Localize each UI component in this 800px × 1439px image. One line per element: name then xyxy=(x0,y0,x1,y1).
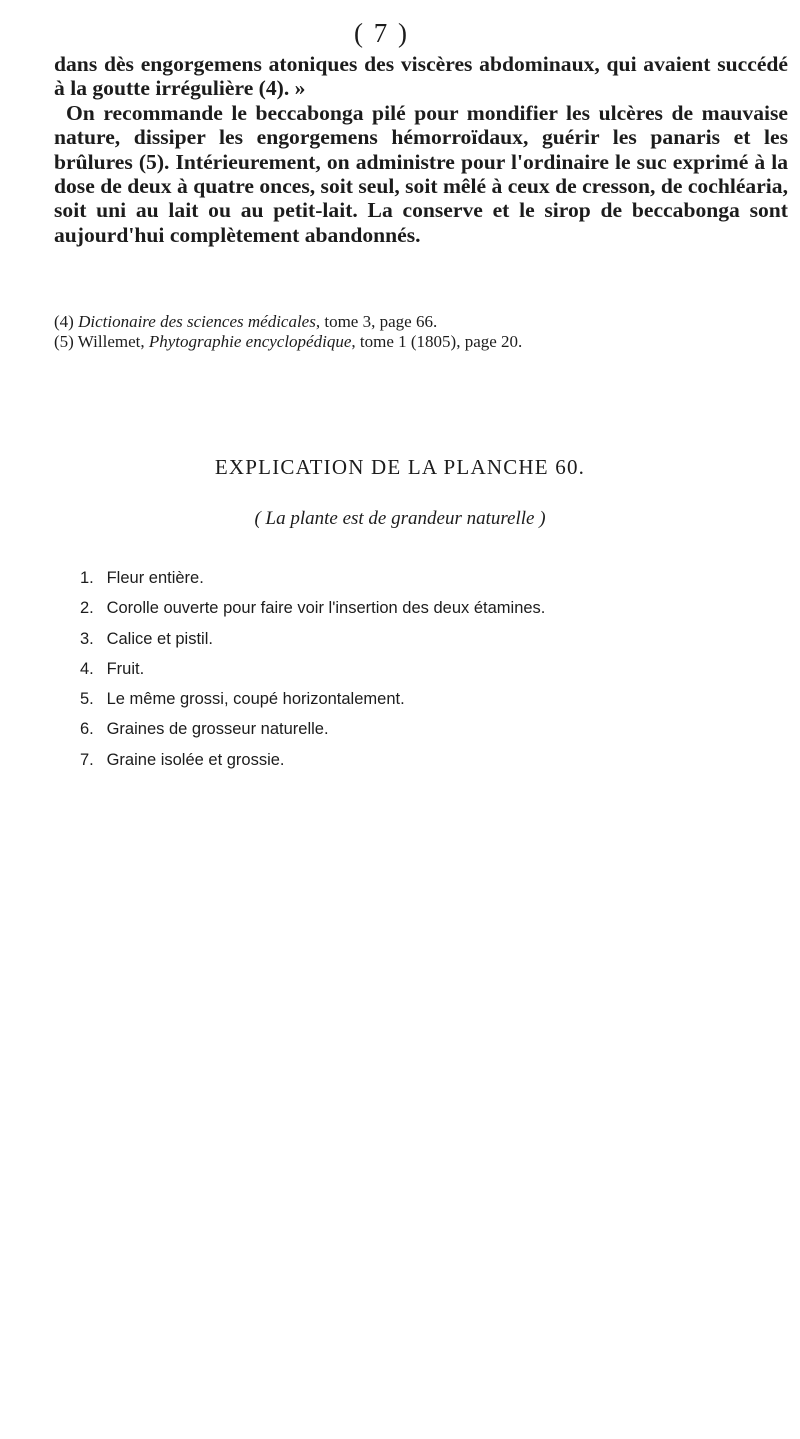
legend-item xyxy=(80,563,760,593)
legend-item xyxy=(80,593,760,623)
legend-item xyxy=(80,654,760,684)
legend-number: 3. xyxy=(80,629,94,648)
plate-explanation-heading: EXPLICATION DE LA PLANCHE 60. xyxy=(214,455,586,479)
legend-text: Corolle ouverte pour faire voir l'insertion des deux étamines. xyxy=(106,599,546,618)
legend-number: 1. xyxy=(80,569,94,587)
legend-number: 2. xyxy=(80,599,94,618)
footnote-reference-detail: , tome 1 (1805), page 20. xyxy=(351,332,523,351)
footnote-4 xyxy=(54,312,784,332)
legend-item xyxy=(80,745,760,775)
page-number: ( 7 ) xyxy=(354,18,409,48)
legend-text: Le même grossi, coupé horizontalement. xyxy=(106,690,405,709)
legend-number: 5. xyxy=(80,690,94,709)
legend-number: 4. xyxy=(80,659,94,678)
legend-number: 7. xyxy=(80,750,94,769)
footnote-reference-title: Phytographie encyclopédique xyxy=(148,332,352,351)
legend-item xyxy=(80,624,760,654)
legend-text: Fleur entière. xyxy=(106,569,204,587)
legend-number: 6. xyxy=(80,720,94,739)
main-text xyxy=(54,52,788,247)
legend-text: Calice et pistil. xyxy=(106,629,213,648)
footnote-mark: (5) xyxy=(54,332,74,351)
paragraph-1: dans dès engorgemens atoniques des viscères abdominaux, qui avaient succédé à la goutte irrégulière (4). » xyxy=(54,52,788,101)
footnote-5 xyxy=(54,332,784,352)
plate-legend xyxy=(80,563,760,775)
plate-subtitle: ( La plante est de grandeur naturelle ) xyxy=(254,508,546,529)
legend-text: Graines de grosseur naturelle. xyxy=(106,720,329,739)
footnote-author: Willemet, xyxy=(77,332,145,351)
footnote-mark: (4) xyxy=(54,312,74,331)
legend-text: Graine isolée et grossie. xyxy=(106,750,285,769)
footnotes xyxy=(54,312,784,352)
paragraph-2: On recommande le beccabonga pilé pour mondifier les ulcères de mauvaise nature, dissiper les engorgemens hémorroïdaux, guérir les panaris et les brûlures (5). Intérieurement, on administre pour l'ordinaire le suc exprimé à la dose de deux à quatre onces, soit seul, soit mêlé à ceux de cresson, de cochléaria, soit uni au lait ou au petit-lait. La conserve et le sirop de beccabonga sont aujourd'hui complètement abandonnés. xyxy=(54,100,788,247)
footnote-reference-detail: , tome 3, page 66. xyxy=(315,312,438,331)
footnote-reference-title: Dictionaire des sciences médicales xyxy=(78,312,316,331)
legend-item xyxy=(80,714,760,744)
legend-item xyxy=(80,684,760,714)
legend-text: Fruit. xyxy=(106,659,145,678)
